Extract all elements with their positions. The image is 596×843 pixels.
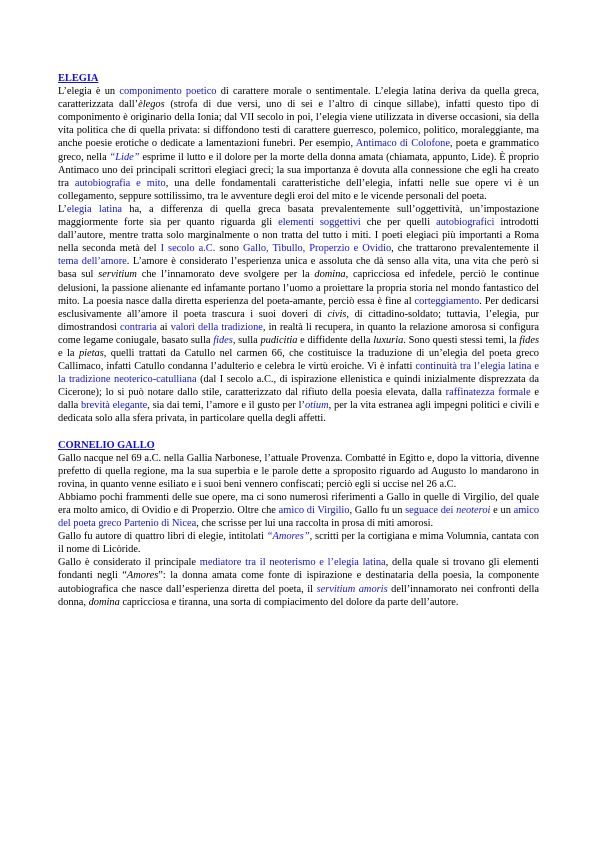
paragraph-elegia-2	[58, 203, 539, 426]
text-run: . Sono questi stessi temi, la	[403, 334, 520, 346]
text-run: , una delle fondamentali caratteristiche dell’elegia, infatti nelle sue opere vi è un collegamento, seppure sottilissimo, tra le avventure degli eroi del mito e le vicende personali del poeta.	[58, 177, 539, 202]
highlighted-term: Gallo, Tibullo, Properzio e Ovidio	[242, 243, 392, 255]
highlighted-term: “Amores”	[266, 531, 310, 543]
text-run: sono	[215, 243, 243, 255]
italic-term: fides	[519, 334, 540, 346]
highlighted-term: valori della tradizione	[170, 321, 263, 333]
highlighted-term: tema dell’amore	[58, 256, 127, 268]
text-run: , capricciosa ed infedele, perciò le continue delusioni, la passione alienante ed infamante portano l’uomo a proiettare la propria storia nel mondo fantastico del mito. La poesia nasce dalla diretta esperienza del poeta-amante, perciò essa è fine al	[58, 269, 539, 307]
italic-term: servitium	[98, 269, 137, 281]
section-spacer	[58, 426, 539, 439]
italic-term: civis	[327, 308, 347, 320]
highlighted-term: contraria	[120, 321, 157, 333]
highlighted-term: raffinatezza formale	[445, 387, 531, 399]
paragraph-elegia-1	[58, 85, 539, 203]
highlighted-term: elegia latina	[66, 203, 123, 215]
highlighted-term: mediatore tra il neoterismo e l’elegia latina	[199, 557, 386, 569]
text-run: , della quale si trovano gli elementi fondanti negli “	[58, 557, 539, 582]
text-run: ”: la donna amata come fonte di ispirazione e destinataria della poesia, la componente autobiografica che nasce dall’esperienza diretta del poeta, il	[58, 570, 539, 595]
text-run: , poeta e grammatico greco, nella	[58, 138, 539, 163]
text-run: , di cittadino-soldato; tuttavia, l’elegia, pur dimostrandosi	[58, 308, 540, 333]
text-run: , in realtà li recupera, in quanto la relazione amorosa si configura come legame coniugale, basato sulla	[58, 321, 539, 346]
text-run: , Gallo fu un	[349, 505, 406, 516]
highlighted-term: servitium amoris	[316, 583, 388, 595]
text-run: (dal I secolo a.C., di ispirazione ellenistica e quindi inizialmente disprezzata da Cicerone); lo si può notare dallo stile, caratterizzato dal rifiuto della poesia elevata, dalla	[58, 374, 539, 399]
section-heading-elegia: ELEGIA	[58, 73, 99, 84]
document-page	[58, 72, 539, 609]
text-run: Gallo è considerato il principale	[58, 557, 200, 569]
highlighted-term: fides	[213, 334, 233, 346]
text-run: e un	[490, 505, 514, 516]
highlighted-term: neoteroi	[456, 505, 491, 516]
italic-term: domina	[314, 269, 346, 281]
highlighted-term: “Lide”	[109, 151, 140, 163]
italic-term: domina	[88, 596, 120, 608]
italic-term: luxuria	[373, 334, 404, 346]
highlighted-term: brevità elegante	[80, 400, 148, 412]
text-run: (strofa di due versi, uno di sei e l’altro di cinque sillabe), infatti questo tipo di componimento è originario della Ionia; dal VII secolo in poi, l’elegia viene utilizzata in diverse occasioni, sia della vita politica che di quella privata: si diffondono testi di carattere guerresco, polemico, politico, moraleggiante, ma anche poesie erotiche o dedicate a lamentazioni funebri. Per esempio,	[58, 99, 539, 150]
paragraph-gallo-2	[58, 491, 539, 530]
text-run: . Per dedicarsi esclusivamente all’amore il poeta trascura i suoi doveri di	[58, 295, 539, 320]
text-run: , per la vita estranea agli impegni politici e civili e dedicata solo alla sfera privata, in particolare quella degli affetti.	[58, 400, 540, 425]
highlighted-term: continuità tra l’elegia latina e la tradizione neoterico-catulliana	[58, 361, 539, 386]
text-run: . L’amore è considerato l’esperienza unica e assoluta che dà senso alla vita, una vita che però si basa sul	[58, 256, 539, 281]
text-run: L’elegia è un	[58, 86, 120, 98]
paragraph-gallo-4	[58, 556, 539, 608]
highlighted-term: amico del poeta greco Partenio di Nicea	[58, 505, 540, 530]
text-run: Abbiamo pochi frammenti delle sue opere, ma ci sono numerosi riferimenti a Gallo in quelle di Virgilio, del quale era molto amico, di Ovidio e di Properzio. Oltre che	[58, 491, 539, 516]
text-run: ai	[156, 321, 171, 333]
highlighted-term: autobiografia e mito	[74, 177, 166, 189]
text-run: , sia dai temi, l’amore e il gusto per l’	[147, 400, 305, 412]
text-run: Gallo nacque nel 69 a.C. nella Gallia Narbonese, l’attuale Provenza. Combatté in Egitto e, dopo la vittoria, divenne prefetto di quella regione, ma la sua superbia e le parole dette a sproposito riguardo ad Augusto lo mandarono in rovina, in quanto venne esiliato e i suoi beni vennero confiscati; perciò egli si uccise nel 26 a.C.	[58, 452, 539, 490]
italic-term: èlegos	[138, 99, 165, 111]
highlighted-term: Antimaco di Colofone	[355, 138, 450, 150]
text-run: , sulla	[232, 334, 261, 346]
italic-term: pietas	[78, 347, 104, 359]
highlighted-term: autobiografici	[436, 217, 495, 229]
text-run: capricciosa e tiranna, una sorta di compiacimento del dolore da parte dell’autore.	[119, 596, 459, 608]
text-run: , scritti per la cortigiana e mima Volumnia, cantata con il nome di Licòride.	[58, 531, 539, 556]
text-run: , che scrisse per lui una raccolta in prosa di miti amorosi.	[196, 518, 434, 530]
italic-term: pudicitia	[260, 334, 298, 346]
highlighted-term: componimento poetico	[119, 86, 217, 98]
text-run: , quelli trattati da Catullo nel carmen 66, che costituisce la traduzione di un’elegia del poeta greco Callimaco, infatti Catullo condanna l’adulterio e celebra le virtù eroiche. Vi è infatti	[58, 347, 539, 373]
text-run: Gallo fu autore di quattro libri di elegie, intitolati	[58, 531, 267, 543]
highlighted-term: seguace dei	[405, 505, 457, 516]
paragraph-gallo-3	[58, 530, 539, 556]
text-run: esprime il lutto e il dolore per la morte della donna amata (chiamata, appunto, Lide). È proprio Antimaco uno dei principali scrittori elegiaci greci; la sua importanza è dovuta alla connessione che egli ha creato tra	[58, 151, 540, 189]
text-run: , che trattarono prevalentemente il	[391, 243, 539, 255]
italic-term: Amores	[126, 570, 159, 582]
text-run: L’	[58, 203, 67, 215]
text-run: dell’innamorato nei confronti della donna,	[58, 583, 539, 608]
text-run: e dalla	[58, 387, 539, 412]
text-run: che l’innamorato deve svolgere per la	[136, 269, 315, 281]
section-heading-cornelio-gallo: CORNELIO GALLO	[58, 439, 155, 451]
text-run: e la	[58, 347, 79, 359]
text-run: ha, a differenza di quella greca basata prevalentemente sull’oggettività, un’impostazione maggiormente forte sia per quanto riguarda gli	[58, 203, 539, 229]
highlighted-term: otium	[304, 400, 329, 412]
highlighted-term: amico di Virgilio	[278, 505, 350, 516]
highlighted-term: corteggiamento	[414, 295, 480, 307]
highlighted-term: I secolo a.C.	[160, 243, 216, 255]
text-run: introdotti dall’autore, mentre tratta solo marginalmente o non tratta del tutto i miti. I poeti elegiaci più importanti a Roma nella seconda metà del	[58, 217, 539, 255]
text-run: che per quelli	[360, 217, 437, 229]
highlighted-term: elementi soggettivi	[278, 217, 361, 229]
paragraph-gallo-1	[58, 452, 539, 491]
text-run: e diffidente della	[297, 334, 374, 346]
text-run: di carattere morale o sentimentale. L’elegia latina deriva da quella greca, caratterizzata dall’	[58, 86, 540, 111]
